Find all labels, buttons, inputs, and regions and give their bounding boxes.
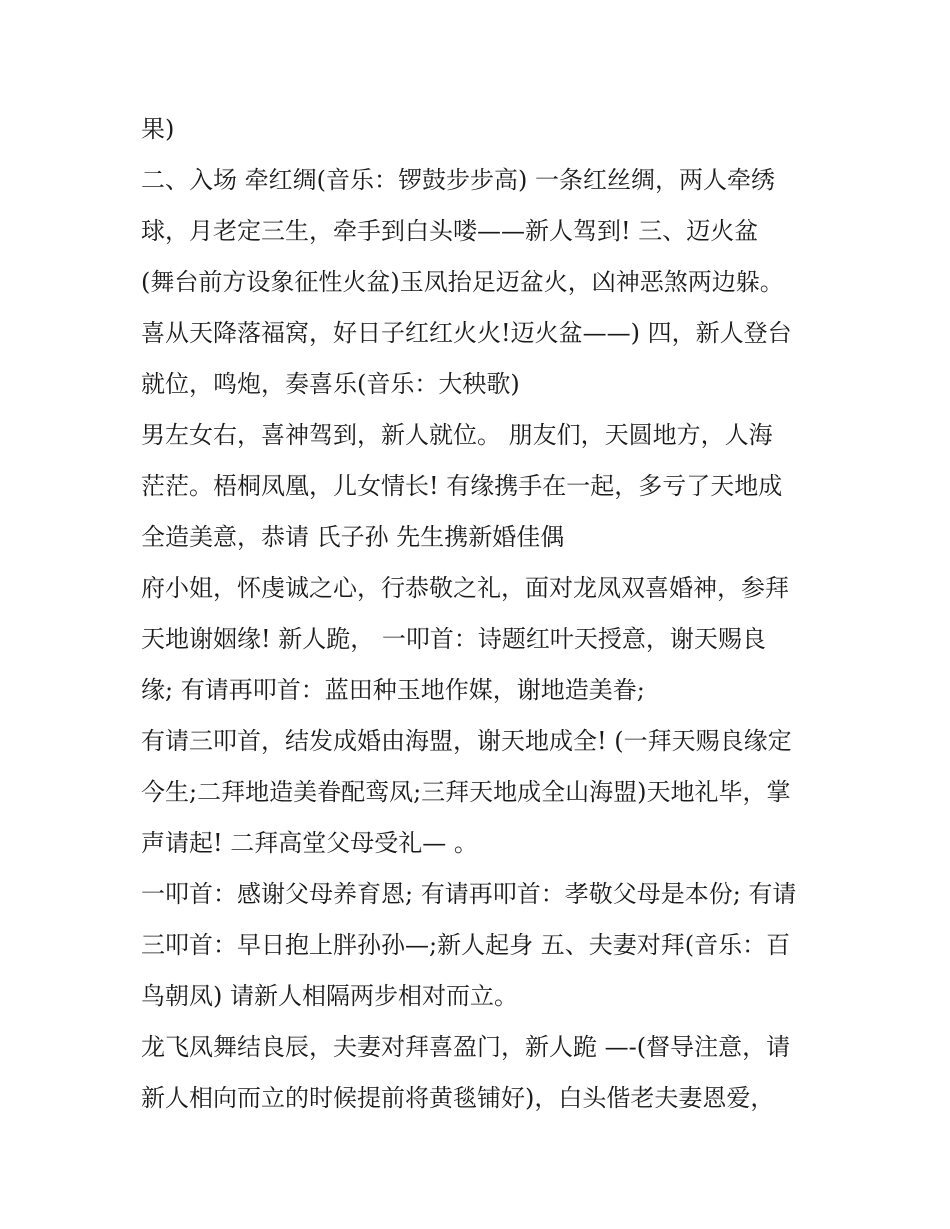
document-body [141,104,831,1124]
text-line: 龙飞凤舞结良辰，夫妻对拜喜盈门，新人跪 —-(督导注意，请 [141,1033,791,1061]
text-line: 声请起! 二拜高堂父母受礼— 。 [141,829,478,857]
text-line: 新人相向而立的时候提前将黄毯铺好)，白头偕老夫妻恩爱， [141,1084,775,1112]
text-line: 今生;二拜地造美眷配鸾凤;三拜天地成全山海盟)天地礼毕，掌 [141,778,791,806]
text-line: 二、入场 牵红绸(音乐：锣鼓步步高) 一条红丝绸，两人牵绣 [141,166,775,194]
text-line: 缘; 有请再叩首：蓝田种玉地作媒，谢地造美眷; [141,676,645,704]
text-line: 就位，鸣炮，奏喜乐(音乐：大秧歌) [141,370,520,398]
text-line: (舞台前方设象征性火盆)玉凤抬足迈盆火，凶神恶煞两边躲。 [141,268,784,296]
text-line: 府小姐，怀虔诚之心，行恭敬之礼，面对龙凤双喜婚神，参拜 [141,574,789,602]
text-line: 有请三叩首，结发成婚由海盟，谢天地成全! (一拜天赐良缘定 [141,727,792,755]
text-line: 茫茫。梧桐凤凰，儿女情长! 有缘携手在一起，多亏了天地成 [141,472,783,500]
text-line: 鸟朝凤) 请新人相隔两步相对而立。 [141,982,518,1010]
text-line: 一叩首：感谢父母养育恩; 有请再叩首：孝敬父母是本份; 有请 [141,880,797,908]
text-line: 球，月老定三生，牵手到白头喽——新人驾到! 三、迈火盆 [141,217,759,245]
text-line: 男左女右，喜神驾到，新人就位。 朋友们，天圆地方，人海 [141,421,773,449]
text-line: 天地谢姻缘! 新人跪， 一叩首：诗题红叶天授意，谢天赐良 [141,625,766,653]
text-line: 喜从天降落福窝，好日子红红火火!迈火盆——) 四，新人登台 [141,319,792,347]
text-line: 三叩首：早日抱上胖孙孙—;新人起身 五、夫妻对拜(音乐：百 [141,931,791,959]
text-line: 果) [141,115,175,143]
text-line: 全造美意，恭请 氏子孙 先生携新婚佳偶 [141,523,565,551]
